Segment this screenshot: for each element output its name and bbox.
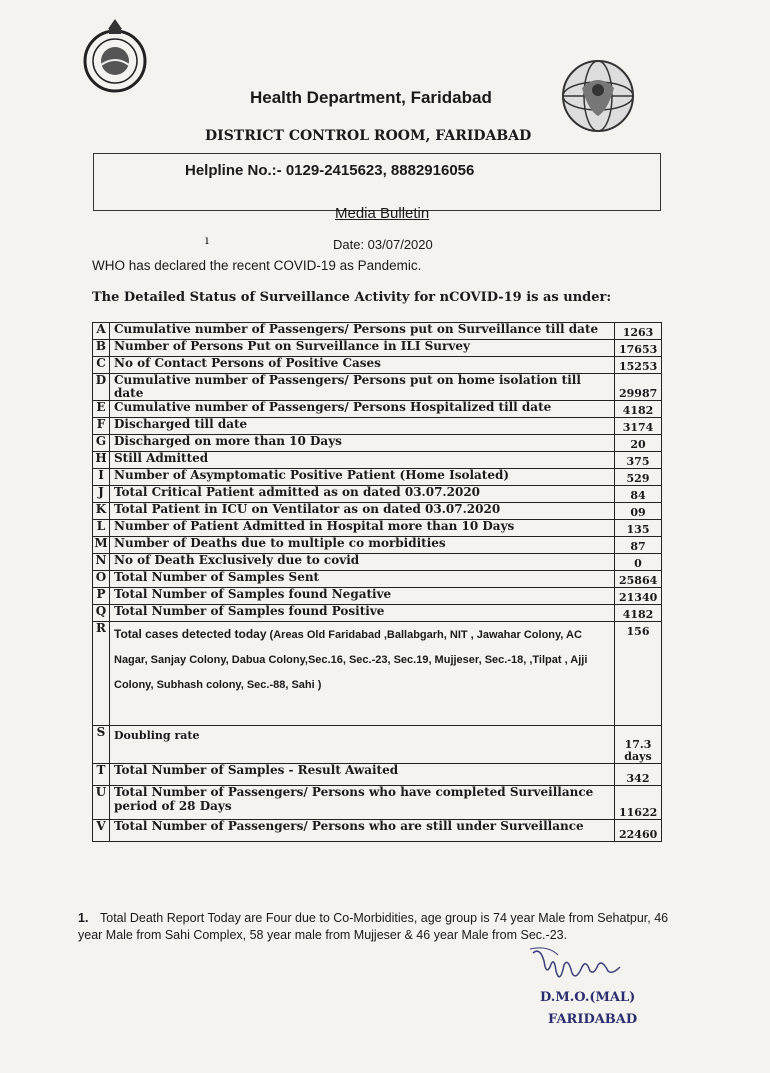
control-room-heading: DISTRICT CONTROL ROOM, FARIDABAD (205, 128, 532, 144)
row-letter: S (93, 726, 110, 764)
row-description: Total Number of Samples - Result Awaited (110, 764, 615, 786)
table-row (93, 469, 662, 486)
note-text: Total Death Report Today are Four due to Co-Morbidities, age group is 74 year Male from Sehatpur, 46 year Male from Sahi Complex, 58 year male from Mujjeser & 46 year Male from Sec.-23. (78, 911, 669, 942)
row-letter: P (93, 588, 110, 605)
row-value: 342 (615, 764, 662, 786)
table-row (93, 520, 662, 537)
row-letter: V (93, 820, 110, 842)
table-row (93, 418, 662, 435)
row-description: Number of Deaths due to multiple co morbidities (110, 537, 615, 554)
table-row (93, 820, 662, 842)
row-value: 20 (615, 435, 662, 452)
signatory-place: FARIDABAD (548, 1012, 638, 1027)
health-globe-logo-icon (560, 58, 636, 134)
table-row (93, 764, 662, 786)
row-letter: M (93, 537, 110, 554)
row-description: Total Number of Samples found Negative (110, 588, 615, 605)
row-value: 29987 (615, 374, 662, 401)
row-value: 22460 (615, 820, 662, 842)
row-value: 09 (615, 503, 662, 520)
stray-mark: ı (205, 233, 209, 247)
row-description: Total Patient in ICU on Ventilator as on dated 03.07.2020 (110, 503, 615, 520)
row-letter: B (93, 340, 110, 357)
row-letter: A (93, 323, 110, 340)
row-value: 4182 (615, 605, 662, 622)
row-description: Cumulative number of Passengers/ Persons put on Surveillance till date (110, 323, 615, 340)
row-description: Discharged on more than 10 Days (110, 435, 615, 452)
bulletin-heading: Media Bulletin (335, 205, 430, 222)
death-report-note (78, 910, 688, 944)
table-row (93, 435, 662, 452)
row-value: 21340 (615, 588, 662, 605)
signatory-designation: D.M.O.(MAL) (540, 990, 636, 1005)
row-letter: U (93, 786, 110, 820)
row-letter: T (93, 764, 110, 786)
surveillance-table (92, 322, 662, 842)
row-letter: K (93, 503, 110, 520)
row-letter: D (93, 374, 110, 401)
row-letter: R (93, 622, 110, 726)
row-letter: I (93, 469, 110, 486)
row-description (110, 622, 615, 726)
table-row (93, 401, 662, 418)
row-value: 0 (615, 554, 662, 571)
row-description: Discharged till date (110, 418, 615, 435)
row-value: 156 (615, 622, 662, 726)
row-letter: E (93, 401, 110, 418)
row-letter: H (93, 452, 110, 469)
row-description: Total Number of Samples found Positive (110, 605, 615, 622)
status-heading: The Detailed Status of Surveillance Activity for nCOVID-19 is as under: (92, 290, 612, 305)
row-letter: J (93, 486, 110, 503)
row-value: 1263 (615, 323, 662, 340)
table-row (93, 503, 662, 520)
row-description: Total Critical Patient admitted as on dated 03.07.2020 (110, 486, 615, 503)
table-row (93, 340, 662, 357)
row-value: 84 (615, 486, 662, 503)
row-value: 3174 (615, 418, 662, 435)
table-row (93, 357, 662, 374)
table-row (93, 452, 662, 469)
table-row (93, 554, 662, 571)
row-value: 15253 (615, 357, 662, 374)
row-description: Doubling rate (110, 726, 615, 764)
row-letter: G (93, 435, 110, 452)
signature-icon (528, 945, 638, 995)
row-letter: C (93, 357, 110, 374)
row-description: No of Death Exclusively due to covid (110, 554, 615, 571)
row-description: Number of Persons Put on Surveillance in ILI Survey (110, 340, 615, 357)
row-letter: L (93, 520, 110, 537)
row-description: Cumulative number of Passengers/ Persons Hospitalized till date (110, 401, 615, 418)
row-description: Still Admitted (110, 452, 615, 469)
row-value: 17653 (615, 340, 662, 357)
table-row (93, 486, 662, 503)
row-value: 375 (615, 452, 662, 469)
row-value: 25864 (615, 571, 662, 588)
row-description: Number of Asymptomatic Positive Patient (Home Isolated) (110, 469, 615, 486)
row-description: Total Number of Samples Sent (110, 571, 615, 588)
haryana-emblem-icon (75, 15, 155, 95)
row-description: No of Contact Persons of Positive Cases (110, 357, 615, 374)
who-statement: WHO has declared the recent COVID-19 as Pandemic. (92, 258, 422, 273)
bulletin-date: Date: 03/07/2020 (333, 237, 433, 252)
row-letter: F (93, 418, 110, 435)
row-value: 529 (615, 469, 662, 486)
row-letter: Q (93, 605, 110, 622)
table-row (93, 605, 662, 622)
table-row (93, 571, 662, 588)
row-description-areas: (Areas Old Faridabad ,Ballabgarh, NIT , Jawahar Colony, AC Nagar, Sanjay Colony, Dabua Colony,Sec.16, Sec.-23, Sec.19, Mujjeser, Sec.-18, ,Tilpat , Ajji Colony, Subhash colony, Sec.-88, Sahi ) (114, 629, 588, 692)
row-description: Number of Patient Admitted in Hospital more than 10 Days (110, 520, 615, 537)
note-number: 1. (78, 911, 89, 925)
table-row (93, 323, 662, 340)
row-value: 11622 (615, 786, 662, 820)
row-description: Total Number of Passengers/ Persons who have completed Surveillance period of 28 Days (110, 786, 615, 820)
table-row (93, 537, 662, 554)
table-row (93, 786, 662, 820)
row-description: Cumulative number of Passengers/ Persons put on home isolation till date (110, 374, 615, 401)
row-description: Total Number of Passengers/ Persons who are still under Surveillance (110, 820, 615, 842)
table-row (93, 726, 662, 764)
page-title: Health Department, Faridabad (250, 88, 492, 107)
table-row (93, 588, 662, 605)
row-letter: N (93, 554, 110, 571)
row-value: 4182 (615, 401, 662, 418)
row-value: 135 (615, 520, 662, 537)
row-description-bold: Total cases detected today (114, 627, 267, 642)
row-value: 17.3 days (615, 726, 662, 764)
helpline-text: Helpline No.:- 0129-2415623, 8882916056 (185, 162, 475, 179)
table-row (93, 374, 662, 401)
row-value: 87 (615, 537, 662, 554)
row-letter: O (93, 571, 110, 588)
table-row (93, 622, 662, 726)
